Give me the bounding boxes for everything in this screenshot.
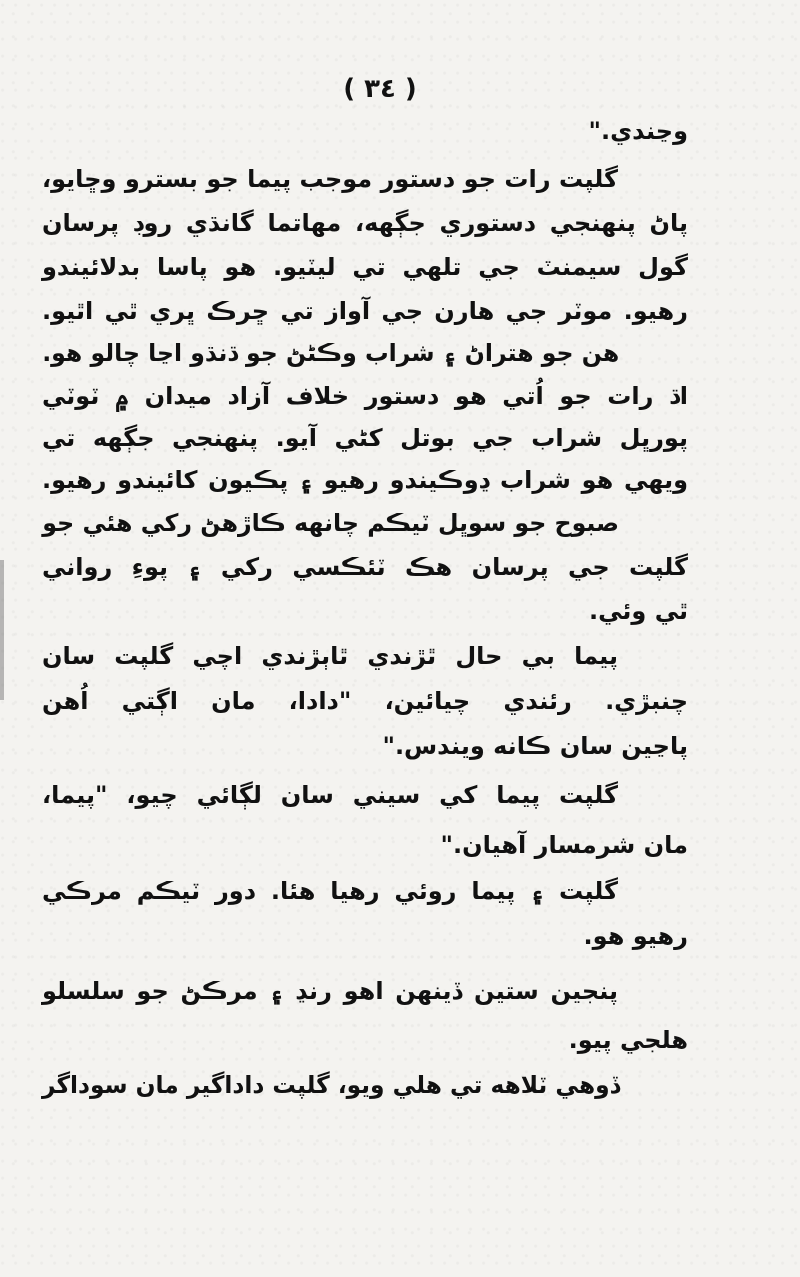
text-line: اڌ رات جو اُتي هو دستور خلاف آزاد ميدان ۾ ٽوٽي	[42, 382, 688, 410]
text-line: گلپت رات جو دستور موجب پيما جو بسترو وڇايو،	[42, 165, 618, 193]
text-line: ٿي وئي.	[589, 597, 688, 625]
text-line: پنجين ستين ڏينهن اهو رنڍ ۽ مرڪڻ جو سلسلو	[42, 977, 618, 1005]
text-line: پيما بي حال ٿڙندي ٿاٻڙندي اچي گلپت سان	[42, 642, 618, 670]
text-line: رهيو. موٽر جي هارن جي آواز تي ڇرڪ ڀري ٿي اٿيو.	[42, 297, 688, 325]
text-line: گول سيمنٽ جي تلهي تي ليٽيو. هو پاسا بدلائيندو	[42, 253, 688, 281]
text-line: گلپت جي پرسان هڪ ٽئڪسي رکي ۽ پوءِ رواني	[42, 553, 688, 581]
text-line: پاڃين سان ڪانه ويندس."	[382, 732, 688, 760]
text-line: هلجي پيو.	[568, 1026, 688, 1054]
page-number: ( ٣٤ )	[343, 74, 417, 104]
text-line: پاڻ پنهنجي دستوري جڳهه، مهاتما گانڌي روڊ پرسان	[42, 209, 688, 237]
text-line: گلپت ۽ پيما روئي رهيا هئا. دور ٽيڪم مرڪي	[42, 877, 618, 905]
text-line: ويهي هو شراب ڍوڪيندو رهيو ۽ پڪيون کائيندو رهيو.	[42, 466, 688, 494]
text-line: پورڀل شراب جي بوتل کڻي آيو. پنهنجي جڳهه تي	[42, 424, 688, 452]
text-line: وڃندي."	[588, 117, 688, 145]
text-line: هن جو هتراڻ ۽ شراب وڪڻڻ جو ڌنڌو اڃا چالو هو.	[42, 339, 620, 367]
text-line: ڏوهي ٽلاهه تي هلي ويو، گلپت داداگير مان سوداگر	[41, 1071, 621, 1099]
text-line: رهيو هو.	[583, 922, 688, 950]
scan-edge-shadow	[0, 560, 4, 700]
text-line: چنبڙي. رئندي چيائين، "دادا، مان اڳتي اُهن	[42, 687, 688, 715]
text-line: مان شرمسار آهيان."	[440, 831, 688, 859]
text-line: صبوح جو سوڀل ٽيڪم چانهه ڪاڙهڻ رکي هئي جو	[42, 509, 619, 537]
text-line: گلپت پيما کي سيني سان لڳائي چيو، "پيما،	[42, 781, 618, 809]
